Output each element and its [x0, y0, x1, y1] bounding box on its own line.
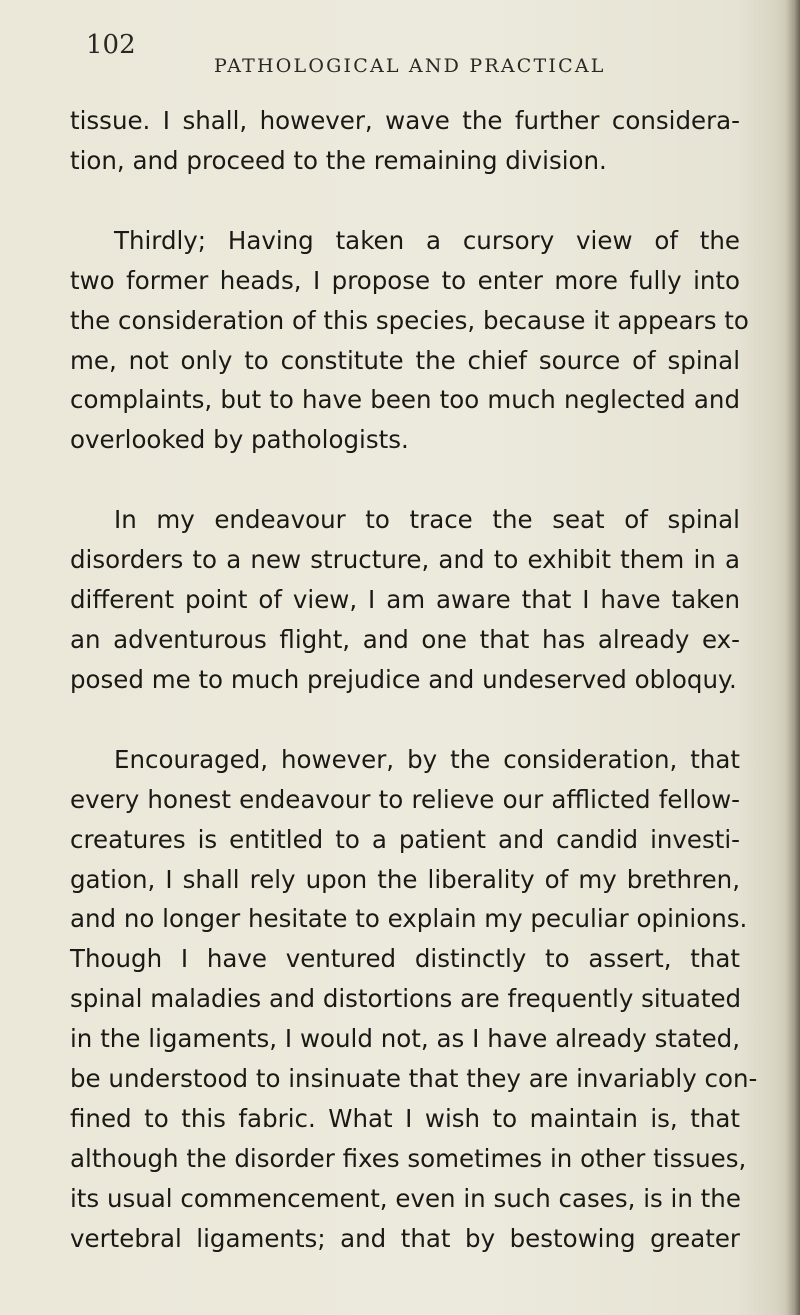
text-line: complaints, but to have been too much neglected and: [70, 385, 740, 415]
paragraph: [70, 101, 740, 181]
text-line: two former heads, I propose to enter more fully into: [70, 265, 740, 295]
paragraph: [70, 221, 749, 460]
text-line: vertebral ligaments; and that by bestowing greater: [70, 1223, 740, 1253]
text-line: disorders to a new structure, and to exhibit them in a: [70, 545, 740, 575]
text-line: be understood to insinuate that they are invariably con-: [70, 1064, 758, 1094]
body-text: [70, 101, 758, 1259]
text-line: an adventurous flight, and one that has already ex-: [70, 624, 740, 654]
text-line: its usual commencement, even in such cases, is in the: [70, 1183, 741, 1213]
paragraph: [70, 500, 740, 700]
text-line: In my endeavour to trace the seat of spinal: [114, 505, 740, 535]
text-line: tion, and proceed to the remaining division.: [70, 145, 607, 175]
text-line: every honest endeavour to relieve our afflicted fellow-: [70, 784, 740, 814]
text-line: gation, I shall rely upon the liberality of my brethren,: [70, 864, 740, 894]
text-line: Thirdly; Having taken a cursory view of the: [114, 225, 740, 255]
text-line: the consideration of this species, because it appears to: [70, 305, 749, 335]
paragraph-gap: [70, 460, 740, 500]
text-line: different point of view, I am aware that I have taken: [70, 585, 740, 615]
text-line: spinal maladies and distortions are frequently situated: [70, 984, 742, 1014]
text-line: creatures is entitled to a patient and candid investi-: [70, 824, 740, 854]
paragraph-gap: [70, 181, 740, 221]
text-line: posed me to much prejudice and undeserved obloquy.: [70, 664, 737, 694]
paragraph-gap: [70, 700, 740, 740]
text-line: in the ligaments, I would not, as I have already stated,: [70, 1024, 740, 1054]
page-number: 102: [86, 30, 136, 60]
text-line: fined to this fabric. What I wish to maintain is, that: [70, 1103, 740, 1133]
text-line: overlooked by pathologists.: [70, 425, 409, 455]
running-head: PATHOLOGICAL AND PRACTICAL: [214, 55, 606, 77]
text-line: tissue. I shall, however, wave the further considera-: [70, 106, 740, 135]
text-line: and no longer hesitate to explain my peculiar opinions.: [70, 904, 748, 934]
text-line: although the disorder fixes sometimes in other tissues,: [70, 1143, 747, 1173]
text-line: Encouraged, however, by the consideration, that: [114, 744, 740, 774]
text-line: me, not only to constitute the chief source of spinal: [70, 345, 740, 375]
paragraph: [70, 740, 758, 1259]
page-edge-shadow: [786, 0, 800, 1315]
text-line: Though I have ventured distinctly to assert, that: [70, 944, 740, 974]
